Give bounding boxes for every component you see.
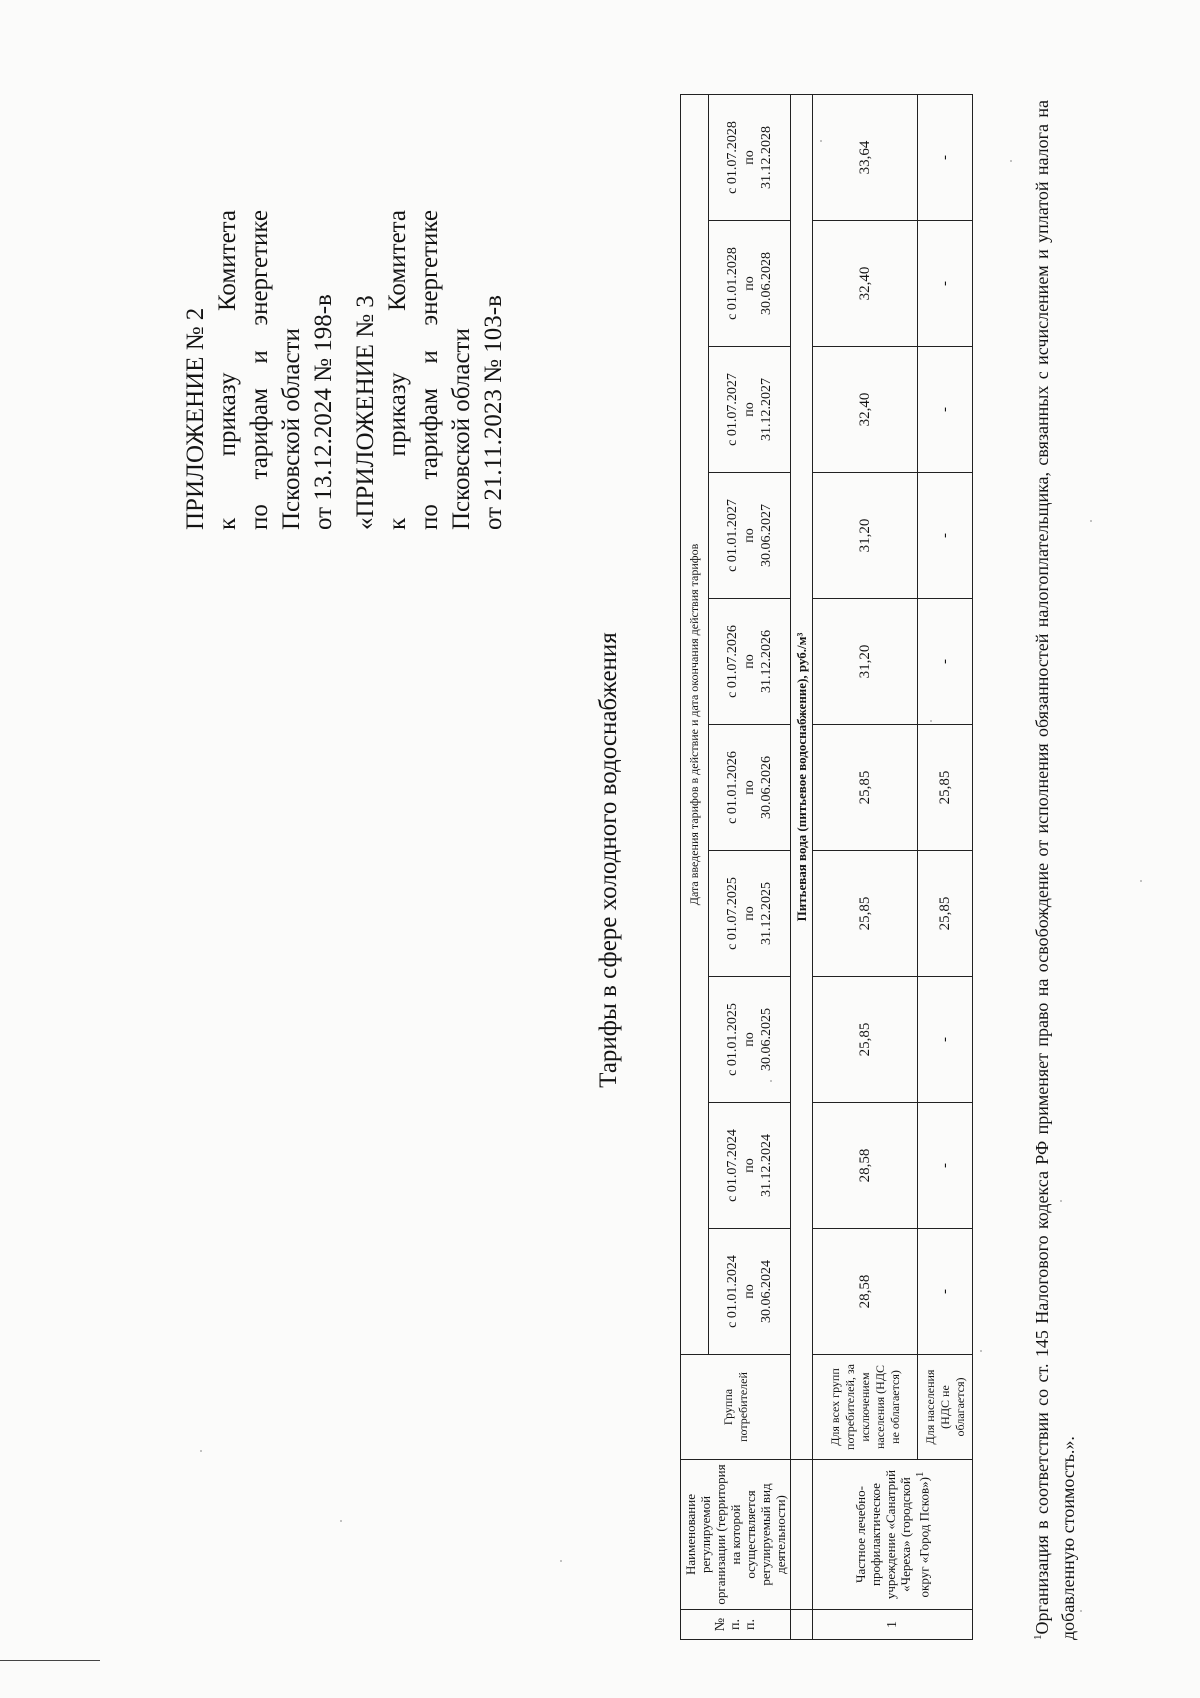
header-number: № п. п. [681, 1610, 791, 1640]
tariff-value: 25,85 [813, 725, 918, 851]
appendix-3-line1: к приказу Комитета [384, 210, 411, 530]
scan-speck [1080, 1610, 1082, 1612]
period-header: с 01.01.2027 по 30.06.2027 [709, 473, 791, 599]
appendix-2-title: ПРИЛОЖЕНИЕ № 2 [182, 307, 209, 530]
section-title: Питьевая вода (питьевое водоснабжение), руб./м³ [791, 94, 813, 1459]
row-number: 1 [813, 1610, 973, 1640]
scan-speck [200, 1450, 202, 1452]
tariff-value: - [918, 1103, 973, 1229]
tariff-value: 25,85 [918, 725, 973, 851]
scan-speck [980, 1350, 982, 1352]
organization-name: Частное лечебно-профилактическое учреждение «Санатрий «Череха» (городской округ «Город Псков»)$^1$ [813, 1460, 973, 1610]
tariff-value: - [918, 977, 973, 1103]
tariff-value: - [918, 1229, 973, 1355]
scan-speck [900, 1480, 902, 1482]
table-row [918, 94, 973, 1639]
tariff-value: - [918, 94, 973, 220]
period-header: с 01.07.2024 по 31.12.2024 [709, 1103, 791, 1229]
scan-speck [1060, 1200, 1062, 1202]
appendix-3-title: «ПРИЛОЖЕНИЕ № 3 [352, 295, 379, 530]
tariff-value: - [918, 347, 973, 473]
rotated-page [40, 80, 1140, 1640]
tariff-value: 25,85 [813, 851, 918, 977]
tariff-value: 32,40 [813, 347, 918, 473]
scan-speck [1140, 880, 1142, 882]
document-title: Тарифы в сфере холодного водоснабжения [595, 632, 622, 1088]
footnote-mark: 1 [1032, 1634, 1044, 1640]
period-header: с 01.01.2024 по 30.06.2024 [709, 1229, 791, 1355]
footnote-text: Организация в соответствии со ст. 145 Налогового кодекса РФ применяет право на освобождение от исполнения обязанностей налогоплательщика, связанных с исчислением и уплатой налога на добавленную стоимость.». [1032, 100, 1078, 1640]
consumer-group-cell: Для всех групп потребителей, за исключением населения (НДС не облагается) [813, 1355, 918, 1460]
appendix-2-line4: от 13.12.2024 № 198-в [310, 294, 337, 530]
tariff-table [680, 94, 973, 1640]
scan-speck [340, 1520, 342, 1522]
tariff-value: 28,58 [813, 1229, 918, 1355]
appendix-3-header [350, 210, 510, 530]
footnote [1025, 100, 1081, 1640]
section-spacer-organization [791, 1460, 813, 1610]
tariff-value: 31,20 [813, 599, 918, 725]
tariff-value: - [918, 599, 973, 725]
scan-speck [930, 720, 932, 722]
scan-speck [1090, 520, 1092, 522]
period-header: с 01.01.2028 по 30.06.2028 [709, 221, 791, 347]
tariff-value: - [918, 473, 973, 599]
period-header: с 01.07.2026 по 31.12.2026 [709, 599, 791, 725]
scan-edge-line [0, 1660, 100, 1661]
tariff-value: 32,40 [813, 221, 918, 347]
consumer-group-cell: Для населения (НДС не облагается) [918, 1355, 973, 1460]
header-dates-group: Дата введения тарифов в действие и дата окончания действия тарифов [681, 94, 709, 1354]
appendix-3-line3: Псковской области [448, 328, 475, 530]
header-organization: Наименование регулируемой организации (территория на которой осуществляется регулируемый вид деятельности) [681, 1460, 791, 1610]
section-spacer-number [791, 1610, 813, 1640]
table-row [813, 94, 918, 1639]
scan-speck [770, 1080, 772, 1082]
tariff-value: 28,58 [813, 1103, 918, 1229]
period-header: с 01.01.2026 по 30.06.2026 [709, 725, 791, 851]
period-header: с 01.01.2025 по 30.06.2025 [709, 977, 791, 1103]
appendix-2-line2: по тарифам и энергетике [246, 210, 273, 530]
scan-speck [820, 140, 822, 142]
tariff-value: - [918, 221, 973, 347]
tariff-value: 25,85 [813, 977, 918, 1103]
appendix-2-line3: Псковской области [278, 328, 305, 530]
period-header: с 01.07.2027 по 31.12.2027 [709, 347, 791, 473]
appendix-3-line2: по тарифам и энергетике [416, 210, 443, 530]
scan-speck [1010, 160, 1012, 162]
appendix-2-header [180, 210, 340, 530]
period-header: с 01.07.2028 по 31.12.2028 [709, 94, 791, 220]
tariff-value: 25,85 [918, 851, 973, 977]
period-header: с 01.07.2025 по 31.12.2025 [709, 851, 791, 977]
tariff-value: 33,64 [813, 94, 918, 220]
scan-speck [560, 1560, 562, 1562]
appendix-3-line4: от 21.11.2023 № 103-в [480, 295, 507, 530]
header-consumer-group: Группа потребителей [681, 1355, 791, 1460]
tariff-value: 31,20 [813, 473, 918, 599]
appendix-2-line1: к приказу Комитета [214, 210, 241, 530]
